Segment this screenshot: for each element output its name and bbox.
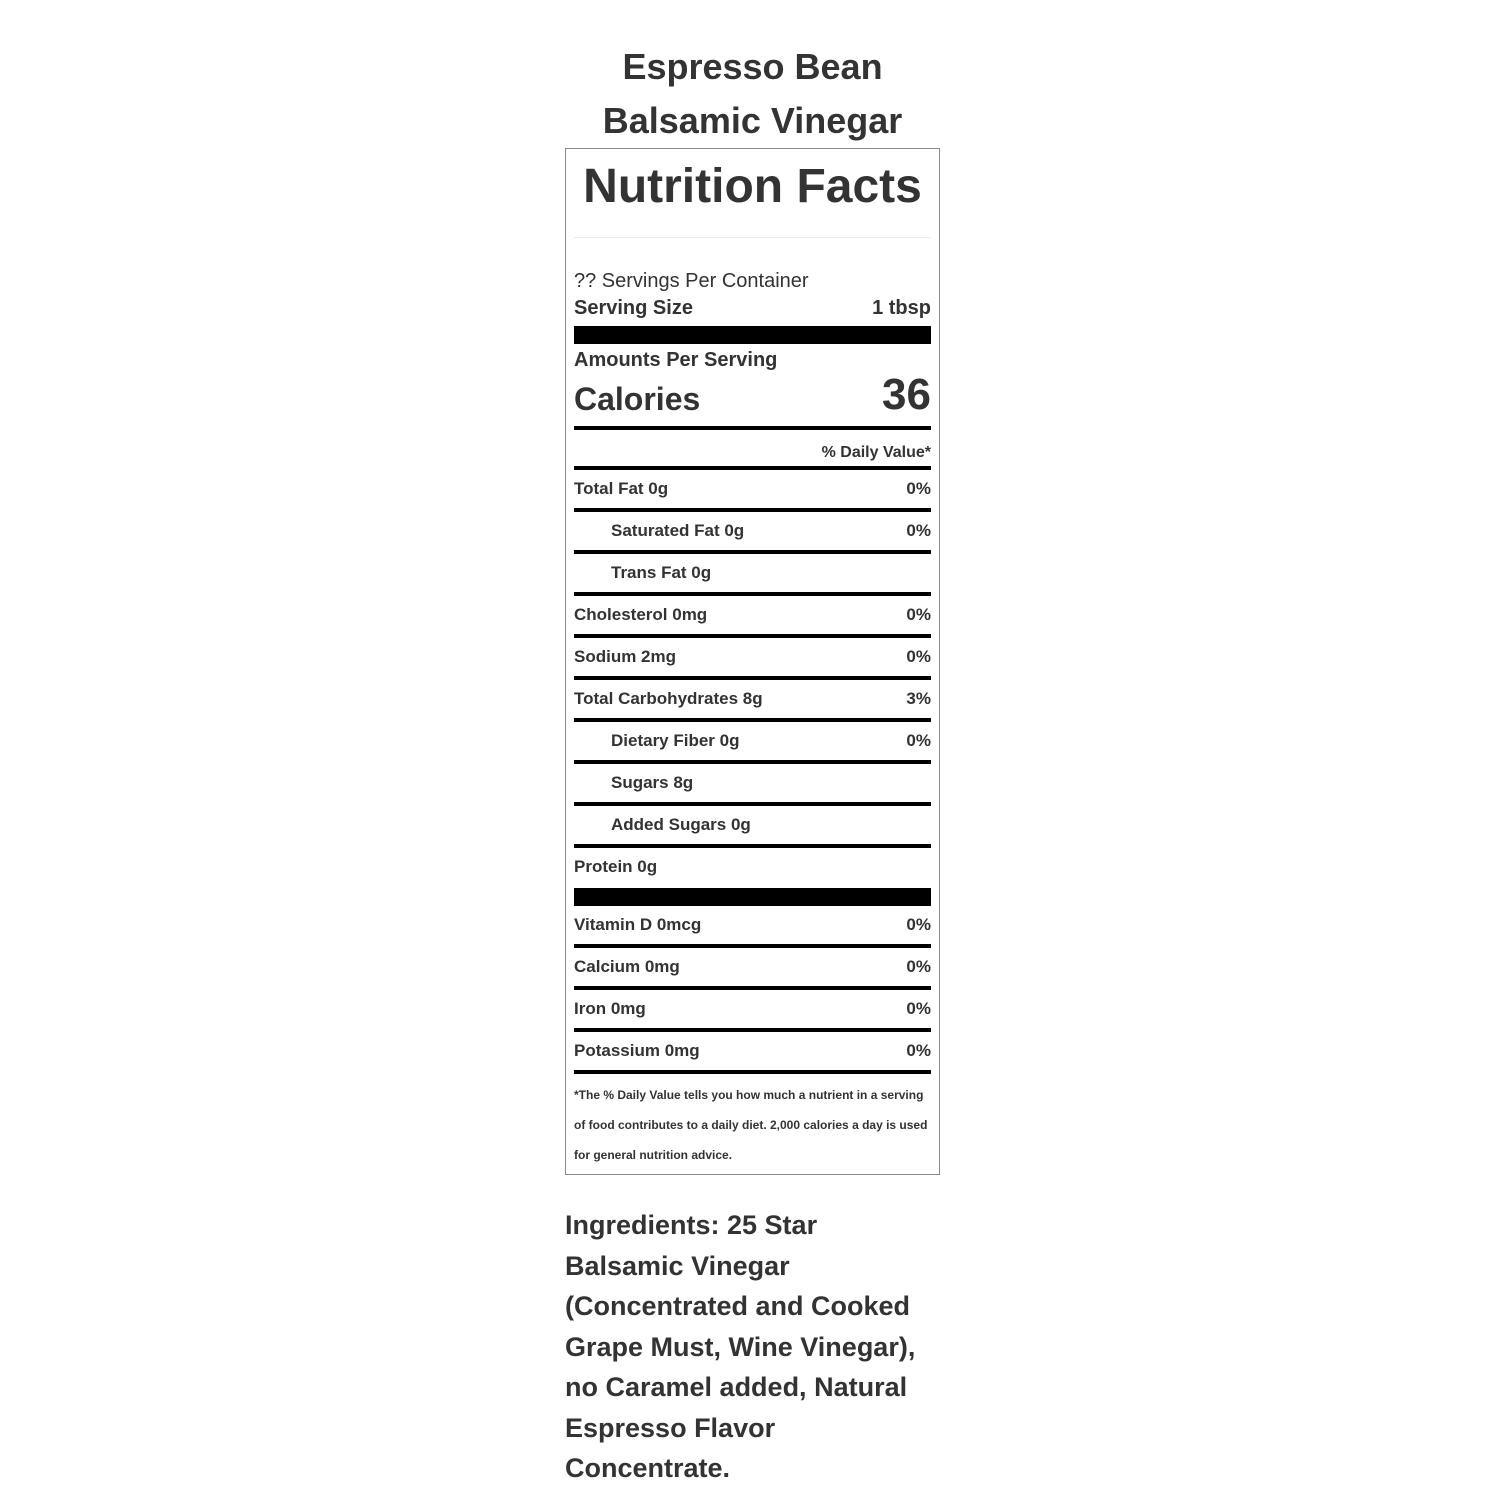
nutrient-dv: 0%	[906, 605, 931, 624]
amounts-per-serving: Amounts Per Serving	[574, 349, 778, 371]
nutrient-row-trans-fat	[574, 554, 931, 596]
vitamin-row-potassium	[574, 1032, 931, 1074]
calories-value: 36	[882, 370, 931, 419]
vitamin-row-iron	[574, 990, 931, 1032]
nutrient-dv: 3%	[906, 689, 931, 708]
vitamin-label: Vitamin D 0mcg	[574, 915, 702, 934]
serving-size-label: Serving Size	[574, 297, 693, 319]
vitamin-dv: 0%	[906, 999, 931, 1018]
vitamin-dv: 0%	[906, 1041, 931, 1060]
vitamin-label: Calcium 0mg	[574, 957, 680, 976]
product-title-line2: Balsamic Vinegar	[602, 100, 903, 141]
nutrient-row-saturated-fat	[574, 512, 931, 554]
nutrient-label: Protein 0g	[574, 857, 658, 876]
nutrient-dv: 0%	[906, 731, 931, 750]
product-label	[565, 40, 940, 1489]
nutrient-label: Saturated Fat 0g	[611, 521, 745, 540]
nutrient-label: Cholesterol 0mg	[574, 605, 708, 624]
vitamin-row-vitamin-d	[574, 906, 931, 948]
thick-divider	[574, 326, 931, 344]
nutrient-label: Total Carbohydrates 8g	[574, 689, 763, 708]
nutrition-facts-title: Nutrition Facts	[574, 149, 931, 238]
nutrient-label: Trans Fat 0g	[611, 563, 712, 582]
product-title	[565, 40, 940, 148]
vitamin-label: Iron 0mg	[574, 999, 646, 1018]
nutrient-row-protein	[574, 848, 931, 886]
nutrient-row-total-fat	[574, 466, 931, 512]
product-title-line1: Espresso Bean	[622, 46, 883, 87]
calories-label: Calories	[574, 381, 701, 417]
vitamin-dv: 0%	[906, 957, 931, 976]
daily-value-footnote: *The % Daily Value tells you how much a nutrient in a serving of food contributes to a daily diet. 2,000 calories a day is used for general nutrition advice.	[574, 1088, 928, 1162]
nutrient-label: Sugars 8g	[611, 773, 694, 792]
ingredients-text: Ingredients: 25 Star Balsamic Vinegar (Concentrated and Cooked Grape Must, Wine Vinegar), no Caramel added, Natural Espresso Flavor Concentrate.	[565, 1210, 916, 1483]
nutrient-label: Added Sugars 0g	[611, 815, 751, 834]
vitamin-label: Potassium 0mg	[574, 1041, 700, 1060]
nutrient-label: Dietary Fiber 0g	[611, 731, 740, 750]
nutrient-dv: 0%	[906, 647, 931, 666]
serving-size-value: 1 tbsp	[872, 297, 931, 319]
thick-divider	[574, 888, 931, 906]
nutrient-dv: 0%	[906, 521, 931, 540]
serving-size-row	[574, 294, 931, 322]
nutrition-facts-panel	[565, 148, 940, 1175]
nutrient-row-sodium	[574, 638, 931, 680]
nutrient-row-sugars	[574, 764, 931, 806]
nutrient-dv: 0%	[906, 479, 931, 498]
nutrient-row-cholesterol	[574, 596, 931, 638]
vitamin-dv: 0%	[906, 915, 931, 934]
nutrient-label: Sodium 2mg	[574, 647, 677, 666]
calories-row	[574, 372, 931, 418]
daily-value-header: % Daily Value*	[821, 444, 931, 461]
vitamin-row-calcium	[574, 948, 931, 990]
nutrient-row-added-sugars	[574, 806, 931, 848]
nutrient-label: Total Fat 0g	[574, 479, 669, 498]
nutrient-row-total-carbohydrates	[574, 680, 931, 722]
servings-per-container: ?? Servings Per Container	[574, 270, 809, 292]
nutrient-row-dietary-fiber	[574, 722, 931, 764]
